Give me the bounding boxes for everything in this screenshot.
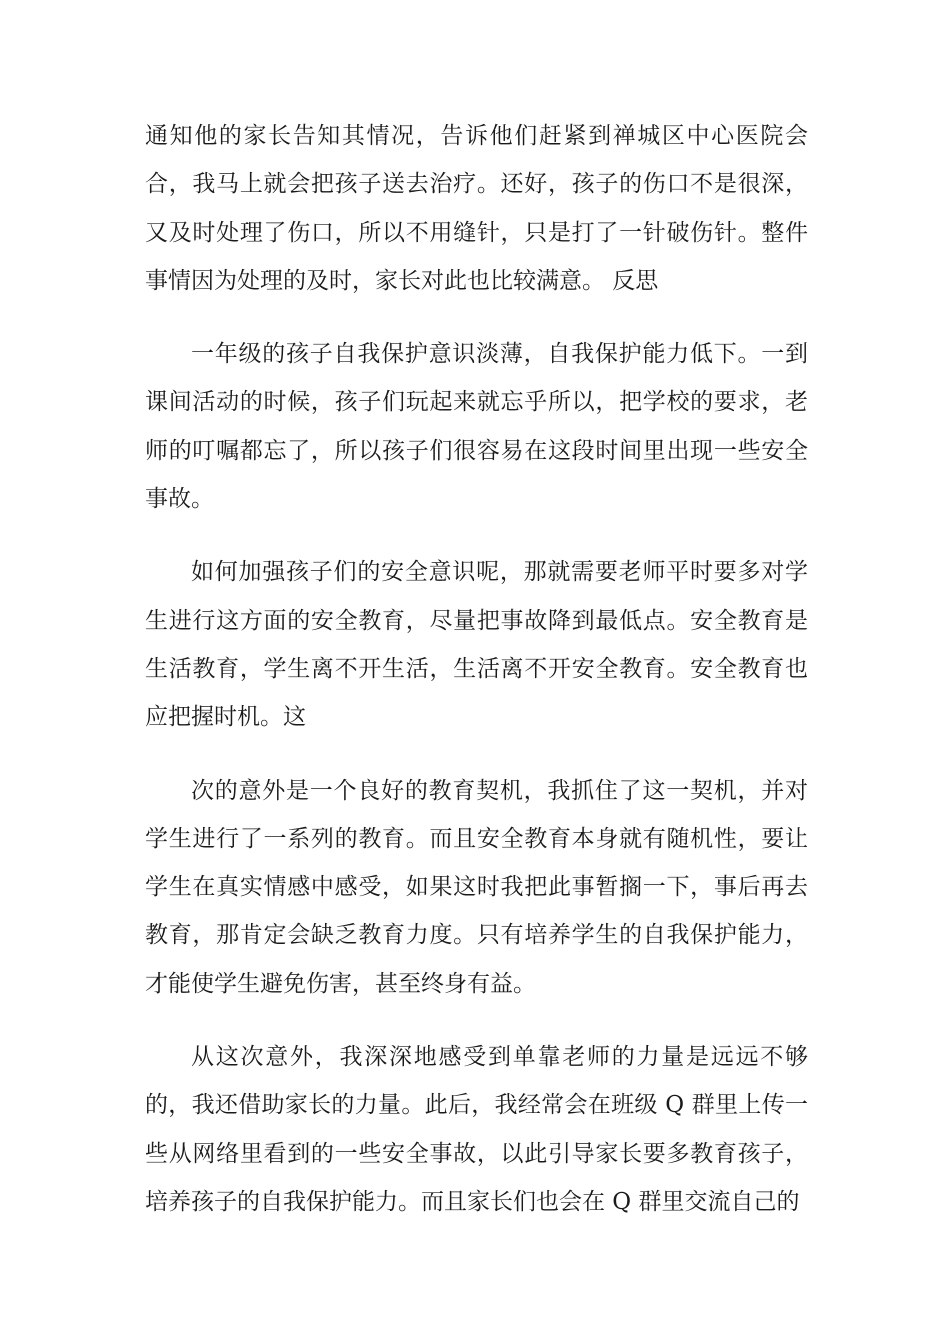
- paragraph-4: 次的意外是一个良好的教育契机，我抓住了这一契机，并对学生进行了一系列的教育。而且安全教育本身就有随机性，要让学生在真实情感中感受，如果这时我把此事暂搁一下，事后再去教育，那肯定会缺乏教育力度。只有培养学生的自我保护能力，才能使学生避免伤害，甚至终身有益。: [145, 777, 808, 997]
- paragraph-1: 通知他的家长告知其情况，告诉他们赶紧到禅城区中心医院会合，我马上就会把孩子送去治疗。还好，孩子的伤口不是很深，又及时处理了伤口，所以不用缝针，只是打了一针破伤针。整件事情因为处理的及时，家长对此也比较满意。 反思: [145, 123, 808, 294]
- paragraph-5: 从这次意外，我深深地感受到单靠老师的力量是远远不够的，我还借助家长的力量。此后，我经常会在班级 Q 群里上传一些从网络里看到的一些安全事故，以此引导家长要多教育孩子，培养孩子的自我保护能力。而且家长们也会在 Q 群里交流自己的: [145, 1044, 808, 1215]
- paragraph-2: 一年级的孩子自我保护意识淡薄，自我保护能力低下。一到课间活动的时候，孩子们玩起来就忘乎所以，把学校的要求，老师的叮嘱都忘了，所以孩子们很容易在这段时间里出现一些安全事故。: [145, 341, 808, 513]
- paragraph-3: 如何加强孩子们的安全意识呢，那就需要老师平时要多对学生进行这方面的安全教育，尽量把事故降到最低点。安全教育是生活教育，学生离不开生活，生活离不开安全教育。安全教育也应把握时机。这: [145, 559, 808, 731]
- document-page: [145, 112, 808, 1251]
